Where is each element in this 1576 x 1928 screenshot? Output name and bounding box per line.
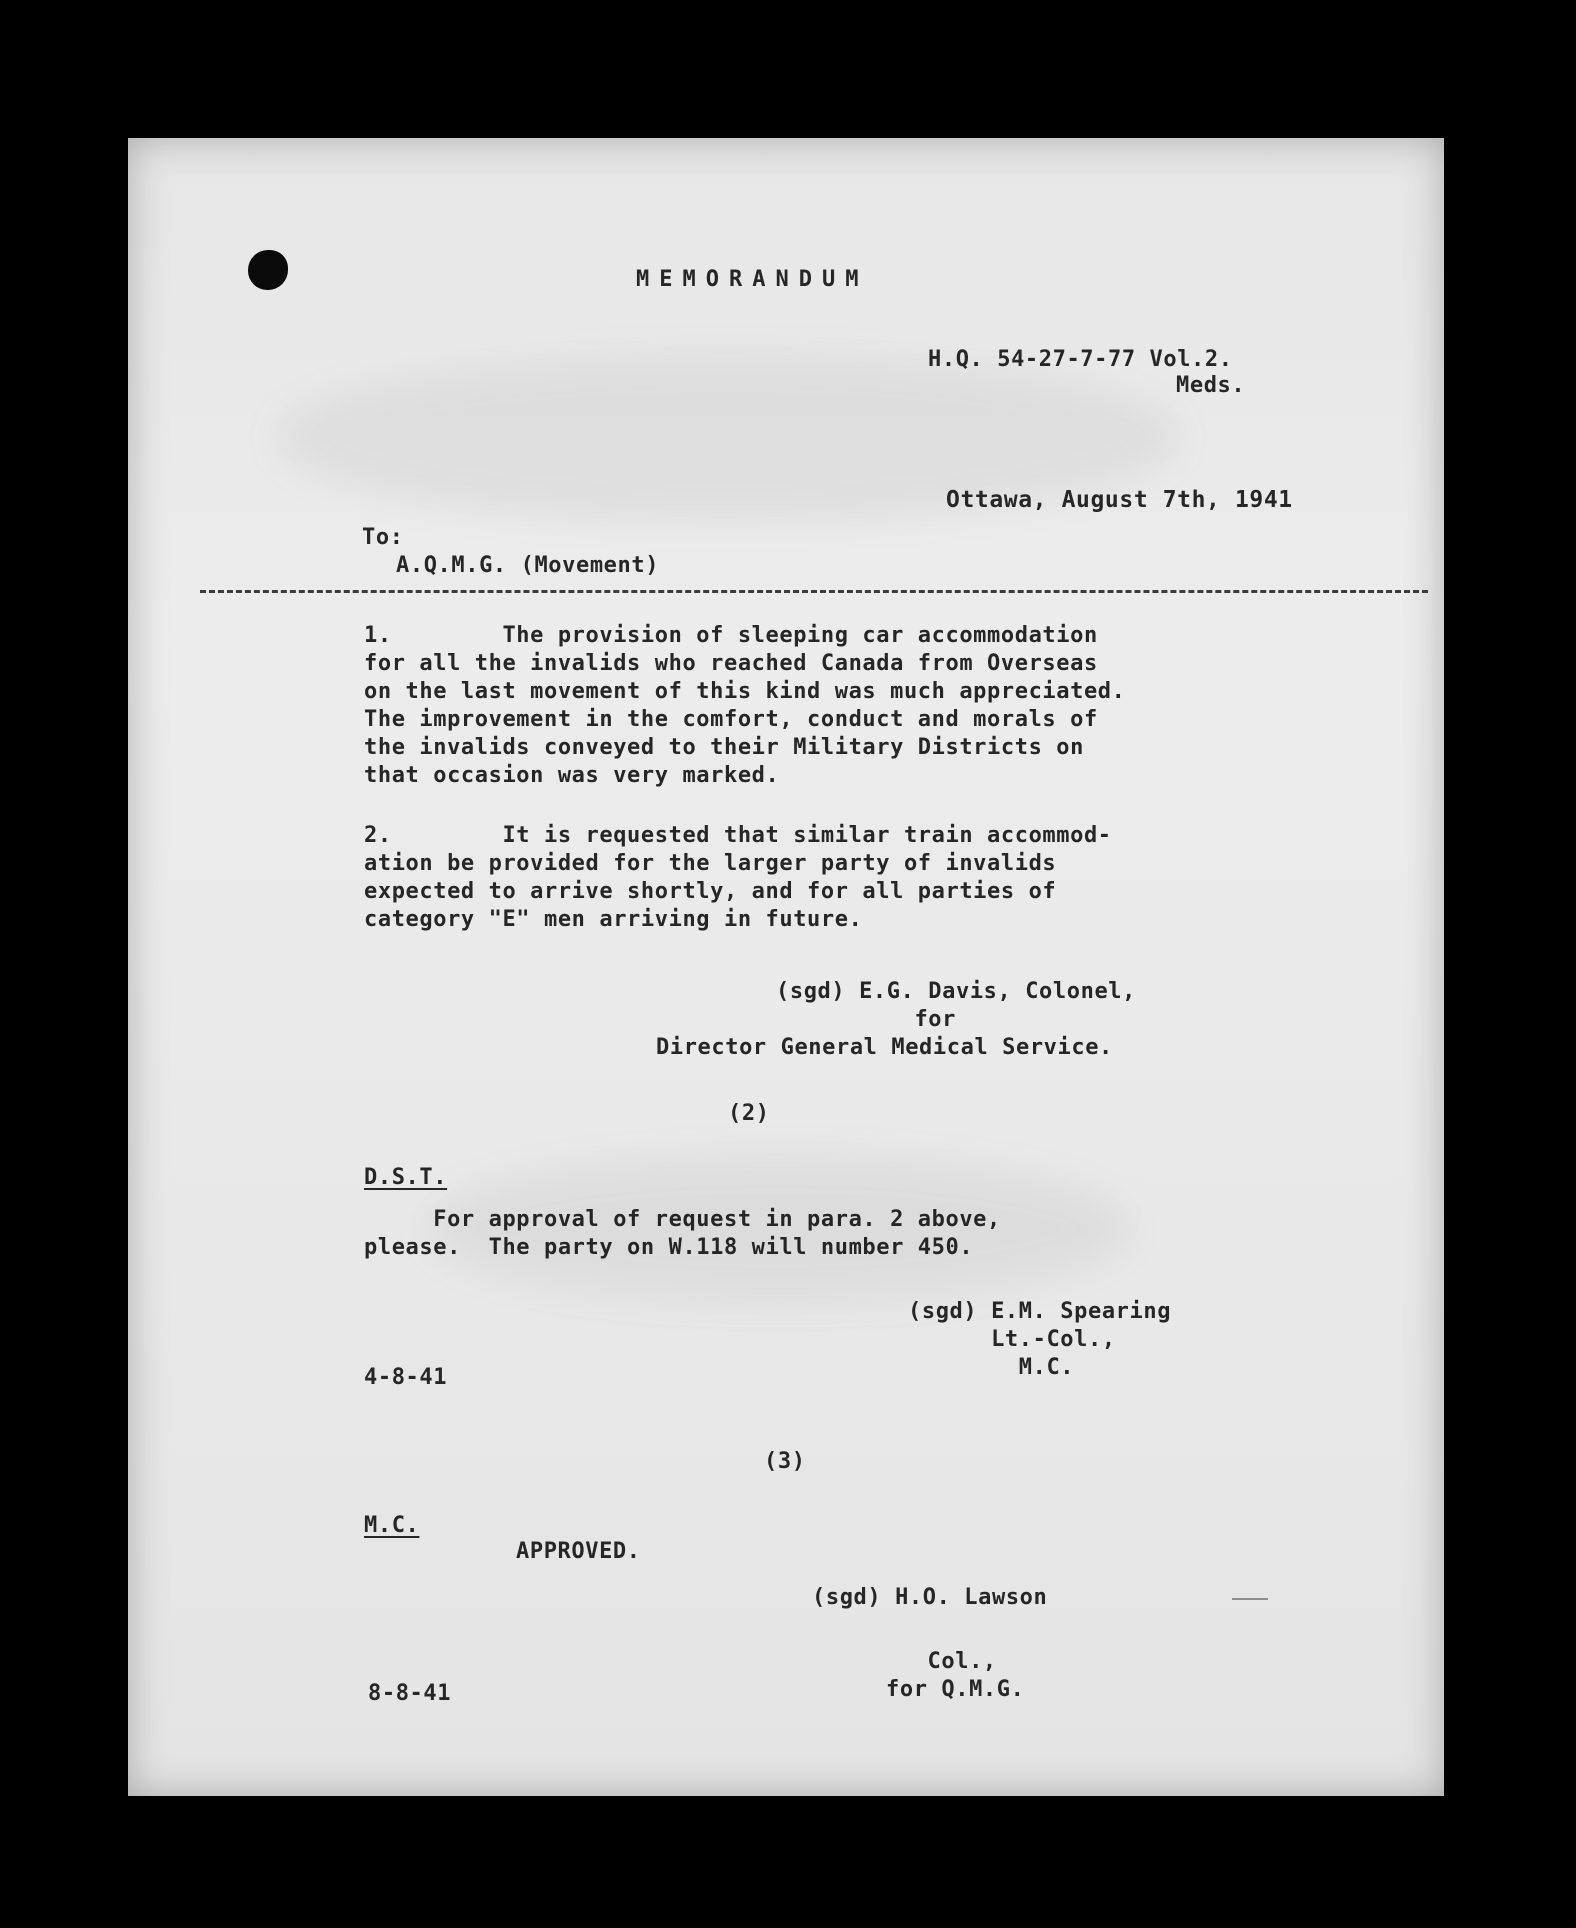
stray-mark xyxy=(1232,1598,1268,1600)
paragraph-line: for all the invalids who reached Canada from Overseas xyxy=(364,651,1098,676)
file-subreference: Meds. xyxy=(1176,373,1246,398)
paragraph-line: category "E" men arriving in future. xyxy=(364,907,863,932)
paragraph-line: 2. It is requested that similar train accommod- xyxy=(364,823,1112,848)
minute-body-line: For approval of request in para. 2 above, xyxy=(364,1207,1001,1232)
signature-line: for Q.M.G. xyxy=(886,1677,1025,1702)
minute-number: (2) xyxy=(728,1101,770,1126)
minute-addressee: D.S.T. xyxy=(364,1165,448,1190)
place-date: Ottawa, August 7th, 1941 xyxy=(946,487,1293,513)
approval-text: APPROVED. xyxy=(516,1539,641,1564)
signature-name: (sgd) H.O. Lawson xyxy=(812,1585,1048,1610)
divider-line xyxy=(200,590,1428,593)
paragraph-line: 1. The provision of sleeping car accommodation xyxy=(364,623,1098,648)
signature-line: Lt.-Col., xyxy=(908,1327,1116,1352)
paragraph-line: expected to arrive shortly, and for all parties of xyxy=(364,879,1057,904)
memo-page xyxy=(128,138,1444,1796)
signature-line: (sgd) E.M. Spearing xyxy=(908,1299,1172,1324)
minute-number: (3) xyxy=(764,1449,806,1474)
minute-date: 8-8-41 xyxy=(368,1681,452,1706)
minute-body-line: please. The party on W.118 will number 450. xyxy=(364,1235,974,1260)
signature-line: Col., xyxy=(886,1649,997,1674)
paragraph-line: the invalids conveyed to their Military Districts on xyxy=(364,735,1084,760)
signature-line: M.C. xyxy=(908,1355,1075,1380)
minute-date: 4-8-41 xyxy=(364,1365,448,1390)
signature-line: Director General Medical Service. xyxy=(656,1035,1113,1060)
file-reference: H.Q. 54-27-7-77 Vol.2. xyxy=(928,347,1233,372)
to-recipient: A.Q.M.G. (Movement) xyxy=(396,553,660,578)
paragraph-line: ation be provided for the larger party of invalids xyxy=(364,851,1057,876)
punch-hole-icon xyxy=(248,250,288,290)
signature-line: for xyxy=(776,1007,956,1032)
paragraph-line: The improvement in the comfort, conduct and morals of xyxy=(364,707,1098,732)
to-label: To: xyxy=(362,525,404,550)
paragraph-line: that occasion was very marked. xyxy=(364,763,780,788)
paragraph-line: on the last movement of this kind was much appreciated. xyxy=(364,679,1126,704)
memo-title: MEMORANDUM xyxy=(636,267,869,292)
minute-addressee: M.C. xyxy=(364,1513,420,1538)
signature-line: (sgd) E.G. Davis, Colonel, xyxy=(776,979,1136,1004)
